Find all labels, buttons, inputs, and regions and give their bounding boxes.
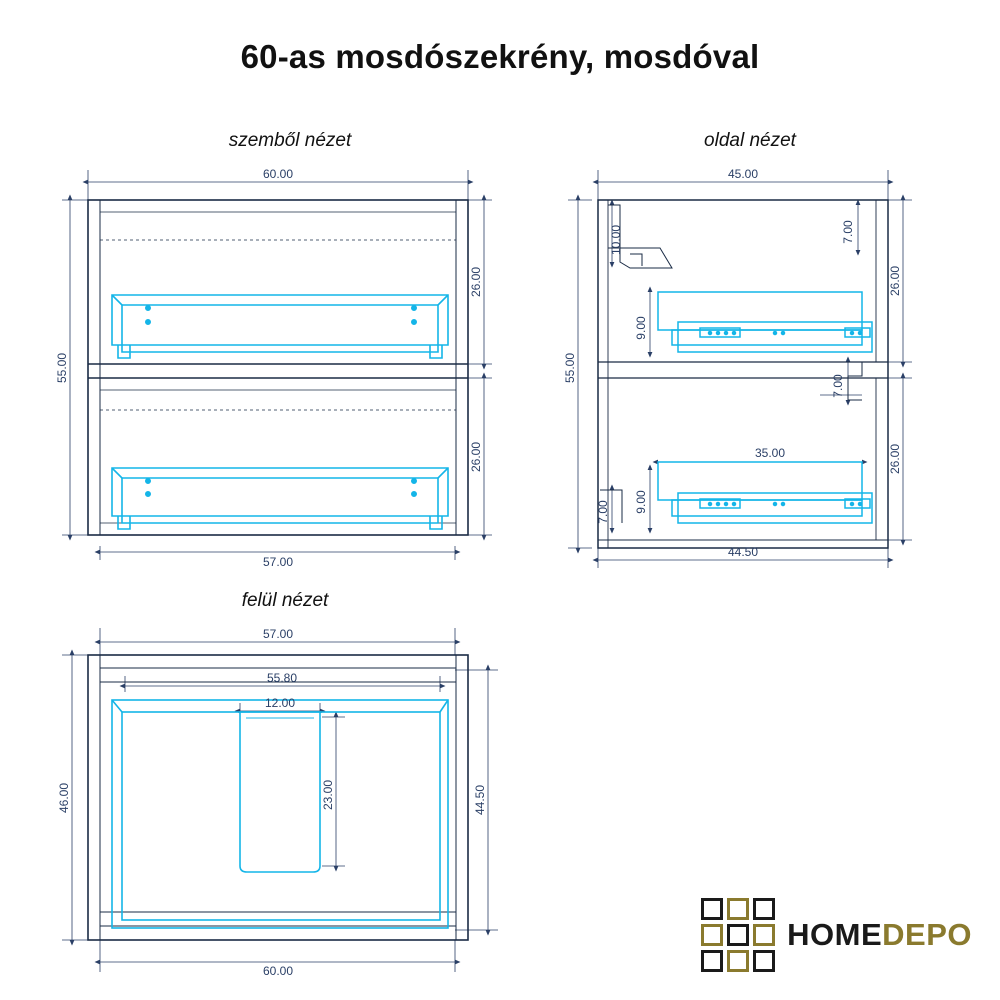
dim-top-cutout-width: 12.00 (264, 696, 296, 710)
dim-top-bottom-width: 60.00 (262, 964, 294, 978)
dimension-text (55, 167, 902, 978)
logo-grid-icon (701, 898, 775, 972)
logo-text-home: HOME (787, 917, 883, 952)
dim-front-bottom-width: 57.00 (262, 555, 294, 569)
view-label-top: felül nézet (241, 590, 329, 611)
dim-side-height: 55.00 (563, 352, 577, 384)
dim-front-height: 55.00 (55, 352, 69, 384)
dim-top-sink-width: 55.80 (266, 671, 298, 685)
dim-side-lower: 26.00 (888, 443, 902, 475)
dim-top-depth-right: 44.50 (473, 784, 487, 816)
brand-logo (701, 898, 972, 972)
dim-side-drawer-length: 35.00 (754, 446, 786, 460)
dim-side-top-offset: 10.00 (609, 224, 623, 256)
view-label-front: szemből nézet (228, 130, 352, 151)
dim-side-upper: 26.00 (888, 265, 902, 297)
logo-text (787, 917, 972, 953)
dim-front-upper: 26.00 (469, 266, 483, 298)
dim-top-outer-width: 57.00 (262, 627, 294, 641)
dim-side-rail-left-lower: 7.00 (596, 500, 610, 524)
page-title: 60-as mosdószekrény, mosdóval (240, 38, 760, 75)
front-view-geometry (88, 200, 468, 535)
dim-front-lower: 26.00 (469, 441, 483, 473)
dimension-lines (62, 170, 912, 972)
logo-text-depo: DEPO (882, 917, 972, 952)
dim-top-depth-left: 46.00 (57, 782, 71, 814)
dim-side-right-offset-upper: 7.00 (841, 220, 855, 244)
dim-side-rail-upper: 9.00 (634, 316, 648, 340)
dim-side-bottom-depth: 44.50 (727, 545, 759, 559)
dim-side-rail-lower: 9.00 (634, 490, 648, 514)
dim-front-top-width: 60.00 (262, 167, 294, 181)
dim-top-cutout-height: 23.00 (321, 779, 335, 811)
dim-side-right-offset-lower: 7.00 (831, 374, 845, 398)
dim-side-top-depth: 45.00 (727, 167, 759, 181)
view-label-side: oldal nézet (704, 130, 796, 151)
